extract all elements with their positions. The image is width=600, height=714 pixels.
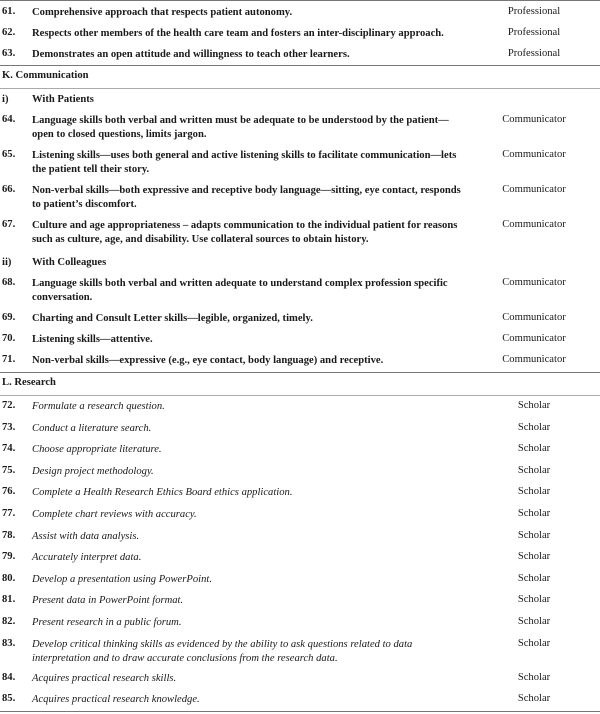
item-number: 69. [2, 312, 16, 323]
item-text: Non-verbal skills—both expressive and receptive body language—sitting, eye contact, responds to patient’s discomfort. [32, 185, 461, 210]
item-text: Complete a Health Research Ethics Board ethics application. [32, 487, 293, 499]
item-text: Culture and age appropriateness – adapts communication to the individual patient for reasons such as culture, age, and disability. Use collateral sources to obtain history. [32, 220, 458, 245]
item-text: Language skills both verbal and written must be adequate to be understood by the patient—open to closed questions, limits jargon. [32, 115, 449, 140]
item-text: Present research in a public forum. [32, 616, 182, 628]
item-text: Develop critical thinking skills as evidenced by the ability to ask questions related to data interpretation and to draw accurate conclusions from the research data. [32, 638, 413, 664]
item-number: 64. [2, 114, 16, 125]
item-text: Acquires practical research knowledge. [32, 694, 200, 706]
item-number: 66. [2, 184, 16, 195]
table-row [0, 461, 600, 483]
table-row [0, 418, 600, 440]
item-number: 70. [2, 333, 16, 344]
item-role: Communicator [502, 149, 566, 160]
section-title: L. Research [2, 377, 56, 388]
subsection-number: ii) [2, 257, 12, 268]
table-row [0, 689, 600, 711]
item-number: 82. [2, 615, 16, 627]
item-number: 78. [2, 529, 16, 541]
item-number: 80. [2, 572, 16, 584]
item-role: Scholar [517, 693, 551, 705]
table-row [0, 612, 600, 634]
table-row [0, 146, 600, 181]
table-row [0, 439, 600, 461]
item-text: Demonstrates an open attitude and willingness to teach other learners. [32, 49, 350, 60]
table-row [0, 634, 600, 668]
item-role: Professional [507, 48, 561, 59]
item-role: Communicator [502, 333, 566, 344]
table-row [0, 330, 600, 351]
item-role: Scholar [517, 486, 551, 498]
table-row [0, 181, 600, 216]
item-text: Charting and Consult Letter skills—legible, organized, timely. [32, 313, 313, 324]
item-role: Scholar [517, 671, 551, 683]
item-text: Choose appropriate literature. [32, 444, 162, 456]
item-text: Present data in PowerPoint format. [32, 595, 184, 607]
item-role: Communicator [502, 354, 566, 365]
table-row [0, 668, 600, 690]
item-role: Scholar [517, 400, 551, 411]
item-text: Develop a presentation using PowerPoint. [32, 573, 212, 585]
table-row [0, 43, 600, 65]
item-role: Communicator [502, 277, 566, 288]
item-text: Acquires practical research skills. [32, 672, 177, 684]
item-number: 77. [2, 507, 16, 519]
item-text: Design project methodology. [32, 465, 154, 477]
item-number: 85. [2, 693, 16, 705]
subsection-title: With Colleagues [32, 257, 107, 268]
item-text: Assist with data analysis. [32, 530, 140, 542]
section-title: K. Communication [2, 70, 89, 81]
bottom-rule [0, 711, 600, 712]
item-text: Formulate a research question. [32, 401, 165, 412]
item-role: Scholar [517, 507, 551, 519]
subsection-title: With Patients [32, 94, 94, 105]
item-text: Listening skills—attentive. [32, 334, 153, 345]
table-row [0, 569, 600, 591]
item-role: Professional [507, 27, 561, 38]
item-number: 67. [2, 219, 16, 230]
item-number: 71. [2, 354, 16, 365]
table-row [0, 309, 600, 330]
subsection-header-colleagues [0, 252, 600, 274]
section-header-research [0, 373, 600, 395]
item-number: 62. [2, 27, 16, 38]
item-number: 81. [2, 594, 16, 606]
item-role: Professional [507, 6, 561, 17]
item-text: Listening skills—uses both general and active listening skills to facilitate communication—lets the patient tell their story. [32, 150, 457, 175]
item-role: Communicator [502, 219, 566, 230]
section-header-communication [0, 66, 600, 88]
item-number: 75. [2, 464, 16, 476]
subsection-number: i) [2, 94, 9, 105]
table-row [0, 22, 600, 43]
table-row [0, 482, 600, 504]
item-role: Scholar [517, 421, 551, 433]
item-role: Scholar [517, 637, 551, 649]
item-text: Comprehensive approach that respects patient autonomy. [32, 7, 293, 18]
item-number: 72. [2, 400, 16, 411]
table-row [0, 526, 600, 548]
item-role: Scholar [517, 443, 551, 455]
table-row [0, 111, 600, 146]
item-role: Scholar [517, 529, 551, 541]
item-text: Respects other members of the health care team and fosters an inter-disciplinary approach. [32, 28, 444, 39]
item-role: Scholar [517, 551, 551, 563]
item-number: 83. [2, 637, 16, 649]
research-items [0, 396, 600, 711]
table-row [0, 1, 600, 22]
item-text: Conduct a literature search. [32, 422, 152, 434]
table-row [0, 547, 600, 569]
table-row [0, 351, 600, 372]
item-number: 84. [2, 671, 16, 683]
subsection-header-patients [0, 89, 600, 111]
item-text: Non-verbal skills—expressive (e.g., eye contact, body language) and receptive. [32, 355, 384, 366]
item-text: Language skills both verbal and written adequate to understand complex profession specific conversation. [32, 278, 448, 303]
table-row [0, 216, 600, 252]
table-row [0, 590, 600, 612]
table-row [0, 274, 600, 309]
item-text: Complete chart reviews with accuracy. [32, 508, 197, 520]
item-number: 79. [2, 551, 16, 563]
table-row [0, 396, 600, 418]
item-number: 63. [2, 48, 16, 59]
item-role: Scholar [517, 615, 551, 627]
item-number: 68. [2, 277, 16, 288]
item-number: 73. [2, 421, 16, 433]
item-role: Scholar [517, 464, 551, 476]
item-role: Scholar [517, 572, 551, 584]
item-number: 76. [2, 486, 16, 498]
item-role: Communicator [502, 312, 566, 323]
item-text: Accurately interpret data. [32, 552, 142, 564]
item-number: 65. [2, 149, 16, 160]
item-role: Communicator [502, 114, 566, 125]
item-role: Scholar [517, 594, 551, 606]
item-role: Communicator [502, 184, 566, 195]
table-row [0, 504, 600, 526]
item-number: 61. [2, 6, 16, 17]
item-number: 74. [2, 443, 16, 455]
